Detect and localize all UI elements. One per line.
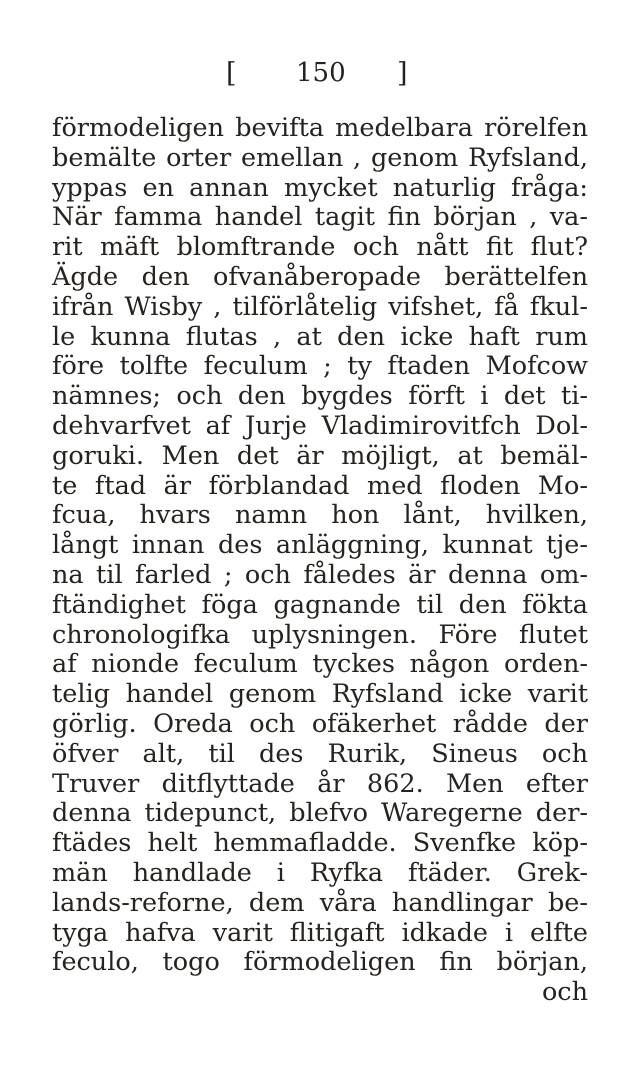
text-line: bemälte orter emellan , genom Ryfsland, xyxy=(52,142,588,173)
text-line: När famma handel tagit fin början , va- xyxy=(52,202,588,233)
catchword: och xyxy=(541,977,588,1008)
page-number: 150 xyxy=(296,58,346,88)
text-line: tyga hafva varit flitigaft idkade i elfte xyxy=(52,917,588,948)
body-text xyxy=(52,114,588,1008)
text-line: lands-reforne, dem våra handlingar be- xyxy=(52,887,588,918)
text-line: görlig. Oreda och ofäkerhet rådde der xyxy=(52,708,588,739)
text-line: telig handel genom Ryfsland icke varit xyxy=(52,679,588,710)
text-line: rit mäft blomftrande och nått fit flut? xyxy=(52,232,588,263)
text-line: män handlade i Ryfka ftäder. Grek- xyxy=(52,857,588,888)
text-line: dehvarfvet af Jurje Vladimirovitfch Dol- xyxy=(52,410,588,441)
text-line: före tolfte feculum ; ty ftaden Mofcow xyxy=(52,351,588,382)
text-line: na til farled ; och fåledes är denna om- xyxy=(52,559,588,590)
text-line: fcua, hvars namn hon lånt, hvilken, xyxy=(52,500,588,531)
text-line: långt innan des anläggning, kunnat tje- xyxy=(52,530,588,561)
header-bracket-right: ] xyxy=(397,58,408,89)
text-line: öfver alt, til des Rurik, Sineus och xyxy=(52,738,588,769)
text-line: Ägde den ofvanåberopade berättelfen xyxy=(52,261,588,292)
text-line: chronologifka uplysningen. Före flutet xyxy=(52,619,588,650)
text-line: le kunna flutas , at den icke haft rum xyxy=(52,321,588,352)
text-line: ftändighet föga gagnande til den fökta xyxy=(52,589,588,620)
text-line: nämnes; och den bygdes förft i det ti- xyxy=(52,381,588,412)
text-line: te ftad är förblandad med floden Mo- xyxy=(52,470,588,501)
text-line: feculo, togo förmodeligen fin början, xyxy=(52,947,588,978)
text-line: goruki. Men det är möjligt, at bemäl- xyxy=(52,440,588,471)
text-line: Truver ditflyttade år 862. Men efter xyxy=(52,768,588,799)
text-line: ifrån Wisby , tilförlåtelig vifshet, få fkul- xyxy=(52,291,588,322)
text-line: af nionde feculum tyckes någon orden- xyxy=(52,649,588,680)
text-line: ftädes helt hemmafladde. Svenfke köp- xyxy=(52,828,588,859)
text-line: förmodeligen bevifta medelbara rörelfen xyxy=(52,113,588,143)
page-header xyxy=(0,58,628,102)
text-line: denna tidepunct, blefvo Waregerne der- xyxy=(52,798,588,829)
text-line: yppas en annan mycket naturlig fråga: xyxy=(52,172,588,203)
header-bracket-left: [ xyxy=(226,58,237,89)
